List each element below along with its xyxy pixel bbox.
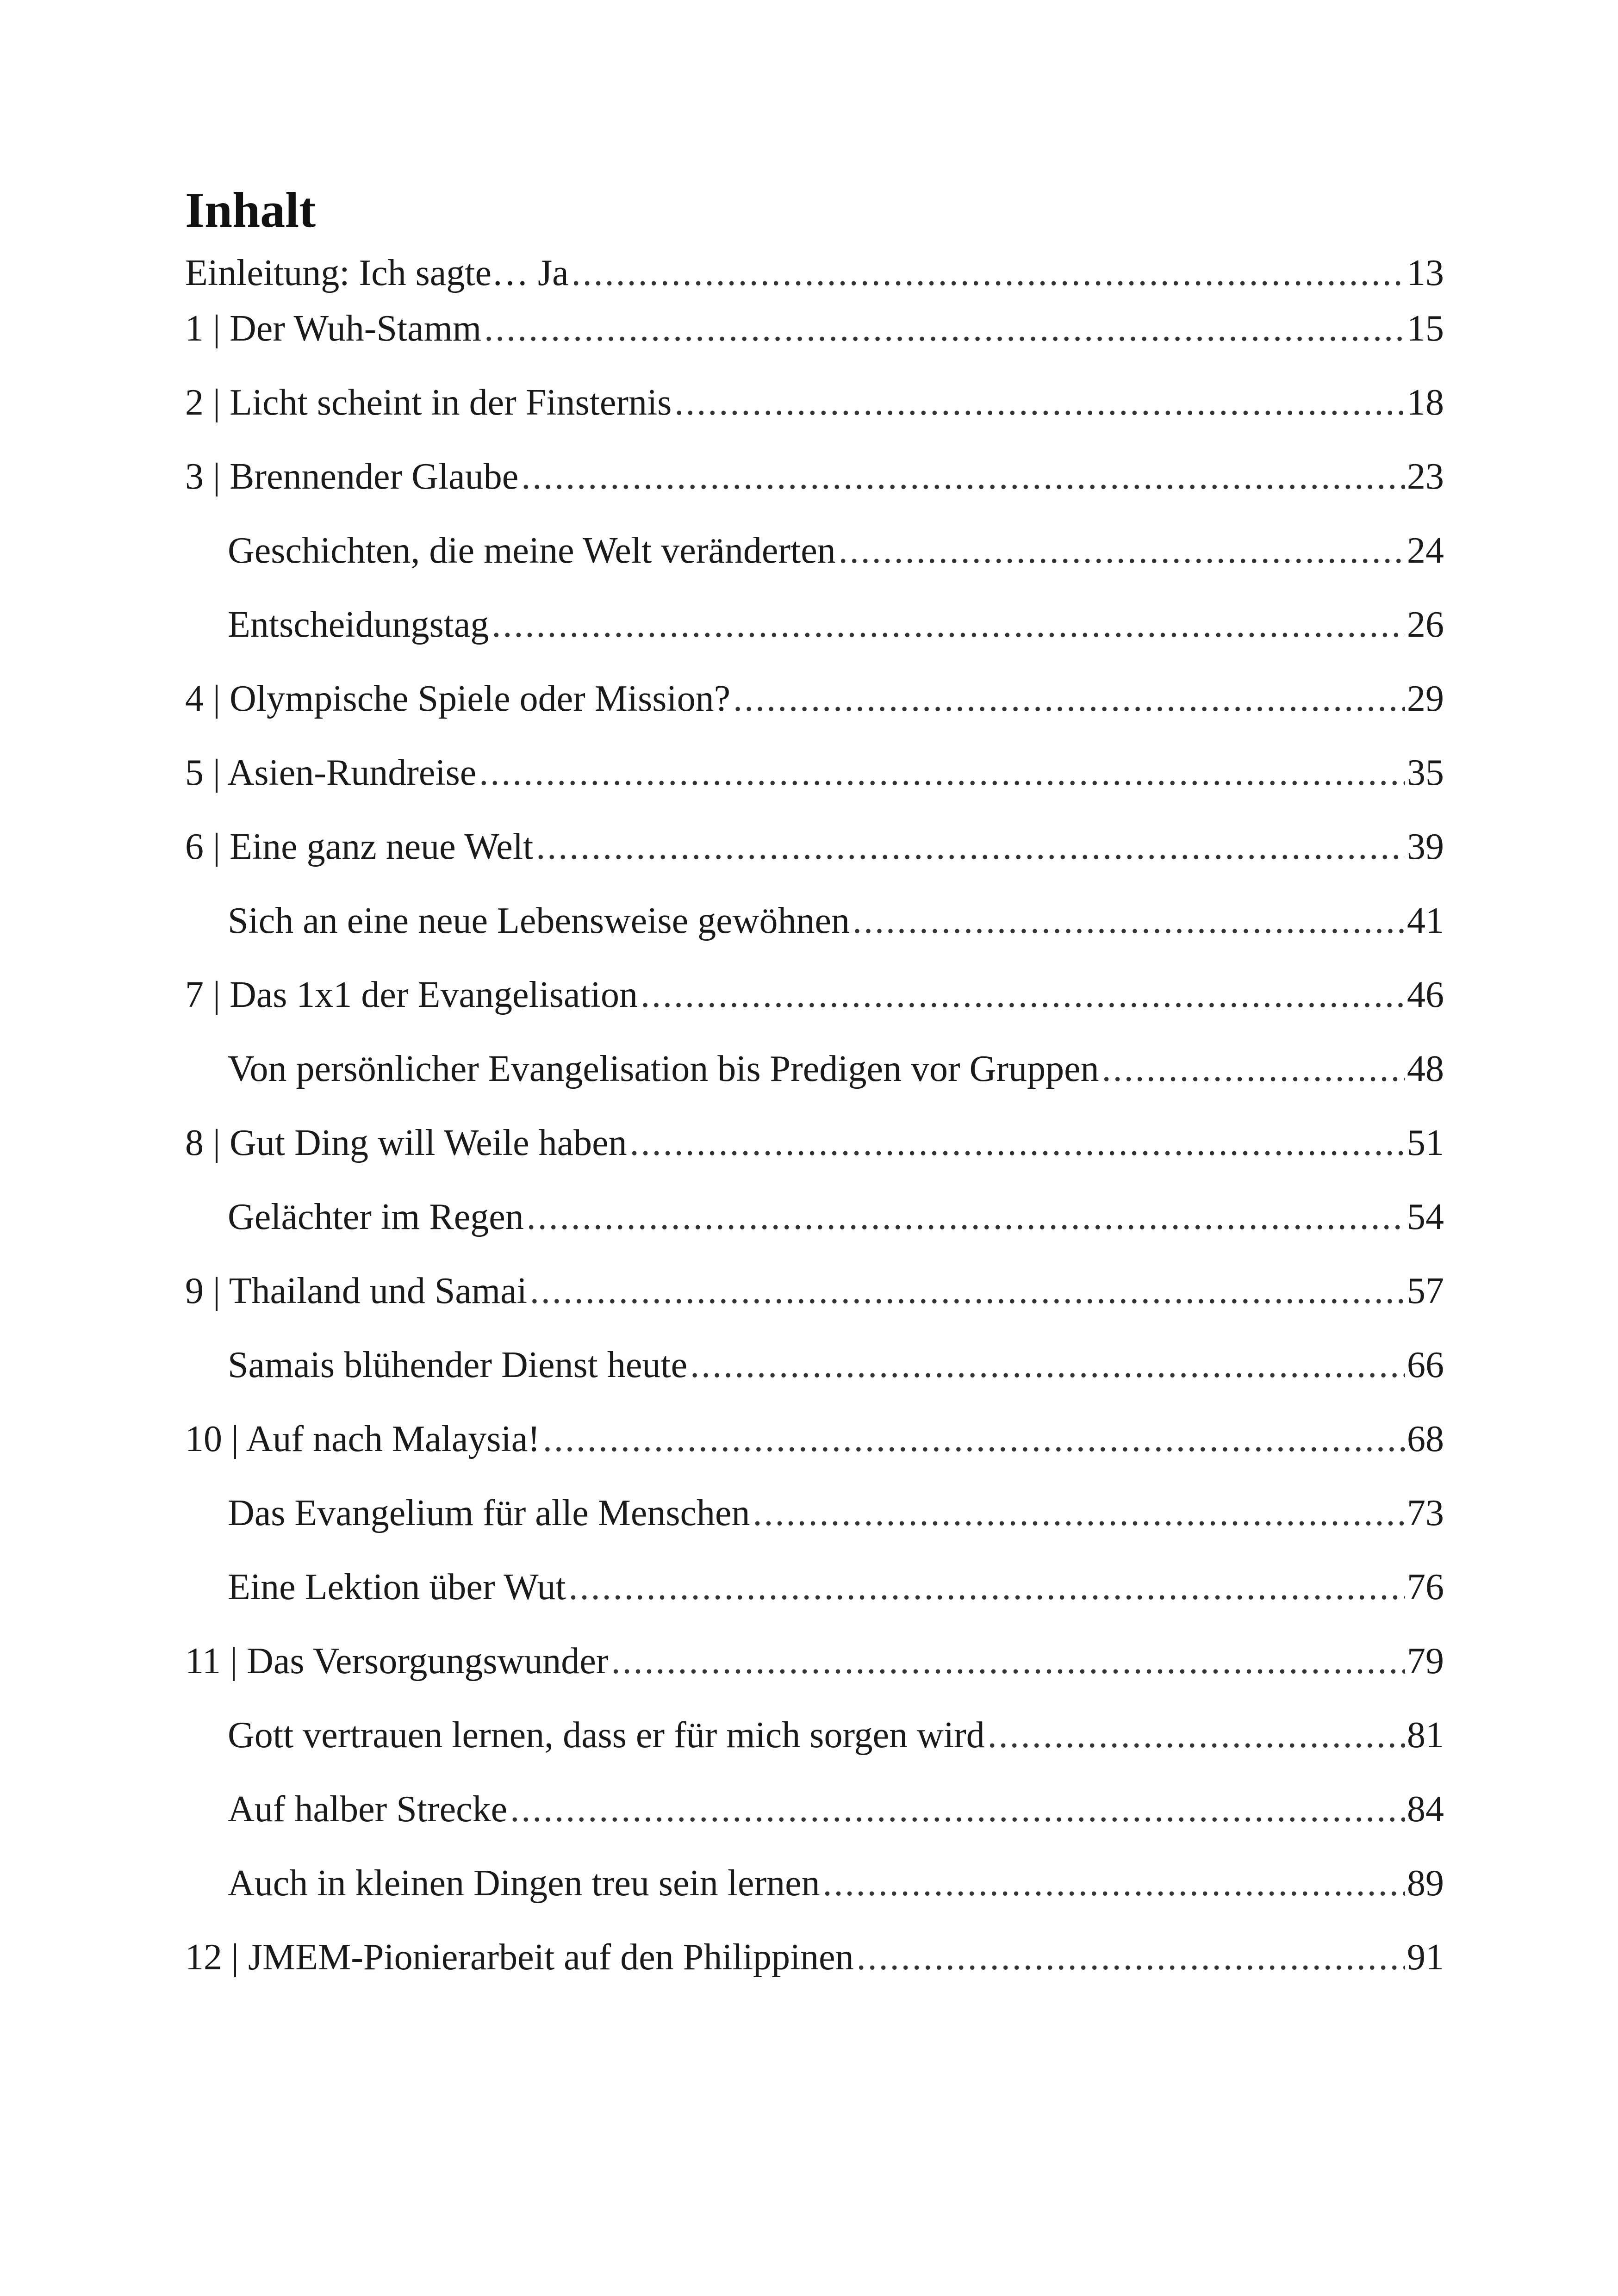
toc-entry[interactable] (185, 750, 1444, 824)
toc-entry-page-number: 73 (1407, 1493, 1444, 1533)
toc-entry-page-number: 66 (1407, 1345, 1444, 1385)
toc-entry-page-number: 91 (1407, 1937, 1444, 1978)
dot-leader (536, 824, 1405, 870)
dot-leader (753, 1490, 1405, 1536)
toc-entry-page-number: 84 (1407, 1789, 1444, 1830)
dot-leader (484, 305, 1405, 352)
dot-leader (733, 676, 1405, 722)
toc-subentry[interactable] (185, 1860, 1444, 1934)
toc-subentry[interactable] (185, 1194, 1444, 1268)
toc-entry-page-number: 23 (1407, 456, 1444, 497)
dot-leader (1102, 1046, 1405, 1092)
toc-entry-page-number: 89 (1407, 1863, 1444, 1904)
toc-entry-page-number: 18 (1407, 382, 1444, 423)
toc-entry-page-number: 57 (1407, 1271, 1444, 1311)
toc-entry-title: 6 | Eine ganz neue Welt (185, 826, 534, 867)
toc-entry-title: Geschichten, die meine Welt veränderten (228, 530, 836, 571)
dot-leader (674, 379, 1405, 426)
toc-entry-title: 4 | Olympische Spiele oder Mission? (185, 678, 731, 719)
toc-entry-page-number: 13 (1407, 253, 1444, 293)
dot-leader (521, 453, 1405, 500)
toc-entry-title: 8 | Gut Ding will Weile haben (185, 1123, 627, 1163)
dot-leader (823, 1860, 1405, 1906)
toc-entry[interactable] (185, 1120, 1444, 1194)
toc-entry[interactable] (185, 453, 1444, 527)
toc-entry[interactable] (185, 676, 1444, 750)
toc-entry-title: Samais blühender Dienst heute (228, 1345, 688, 1385)
toc-entry-page-number: 46 (1407, 974, 1444, 1015)
toc-subentry[interactable] (185, 527, 1444, 602)
toc-entry-page-number: 81 (1407, 1715, 1444, 1756)
toc-entry-title: Auch in kleinen Dingen treu sein lernen (228, 1863, 820, 1904)
toc-subentry[interactable] (185, 1712, 1444, 1786)
toc-subentry[interactable] (185, 1342, 1444, 1416)
toc-entry[interactable] (185, 379, 1444, 453)
toc-entry[interactable] (185, 250, 1444, 305)
toc-entry-page-number: 79 (1407, 1641, 1444, 1682)
dot-leader (572, 250, 1405, 296)
toc-subentry[interactable] (185, 1490, 1444, 1564)
toc-entry-page-number: 29 (1407, 678, 1444, 719)
dot-leader (690, 1342, 1405, 1388)
dot-leader (527, 1194, 1405, 1240)
toc-entry-title: Gelächter im Regen (228, 1197, 524, 1237)
toc-entry-title: Eine Lektion über Wut (228, 1567, 566, 1607)
dot-leader (857, 1934, 1405, 1980)
toc-entry[interactable] (185, 1416, 1444, 1490)
toc-heading: Inhalt (185, 183, 316, 238)
toc-subentry[interactable] (185, 1564, 1444, 1638)
toc-entry-title: 3 | Brennender Glaube (185, 456, 519, 497)
toc-entry-title: Gott vertrauen lernen, dass er für mich sorgen wird (228, 1715, 985, 1756)
toc-entry-title: 9 | Thailand und Samai (185, 1271, 527, 1311)
toc-entry-page-number: 26 (1407, 604, 1444, 645)
toc-entry-title: 11 | Das Versorgungswunder (185, 1641, 609, 1682)
toc-subentry[interactable] (185, 602, 1444, 676)
dot-leader (611, 1638, 1405, 1684)
toc-entry-title: Entscheidungstag (228, 604, 489, 645)
toc-entry-title: 5 | Asien-Rundreise (185, 752, 477, 793)
toc-entry[interactable] (185, 1934, 1444, 2008)
dot-leader (543, 1416, 1405, 1462)
toc-entry-title: Auf halber Strecke (228, 1789, 508, 1830)
toc-entry[interactable] (185, 1638, 1444, 1712)
toc-entry-title: Das Evangelium für alle Menschen (228, 1493, 750, 1533)
toc-entry[interactable] (185, 305, 1444, 379)
dot-leader (510, 1786, 1405, 1832)
toc-subentry[interactable] (185, 1786, 1444, 1860)
toc-entry[interactable] (185, 972, 1444, 1046)
toc-entry-title: Sich an eine neue Lebensweise gewöhnen (228, 900, 850, 941)
dot-leader (853, 898, 1405, 944)
toc-entry-title: Einleitung: Ich sagte… Ja (185, 253, 569, 293)
dot-leader (479, 750, 1405, 796)
toc-entry-page-number: 39 (1407, 826, 1444, 867)
toc-entry-title: Von persönlicher Evangelisation bis Predigen vor Gruppen (228, 1049, 1099, 1089)
toc-entry[interactable] (185, 1268, 1444, 1342)
toc-entry-title: 12 | JMEM-Pionierarbeit auf den Philippinen (185, 1937, 854, 1978)
dot-leader (530, 1268, 1405, 1314)
toc-entry-page-number: 51 (1407, 1123, 1444, 1163)
table-of-contents (185, 180, 1444, 2008)
toc-entry-page-number: 24 (1407, 530, 1444, 571)
toc-entry-page-number: 68 (1407, 1419, 1444, 1459)
toc-entry-page-number: 76 (1407, 1567, 1444, 1607)
toc-entry-page-number: 54 (1407, 1197, 1444, 1237)
toc-entry-page-number: 15 (1407, 308, 1444, 349)
dot-leader (839, 527, 1405, 574)
dot-leader (569, 1564, 1405, 1610)
dot-leader (630, 1120, 1405, 1166)
toc-entry-title: 7 | Das 1x1 der Evangelisation (185, 974, 638, 1015)
toc-list (185, 250, 1444, 2008)
toc-entry-page-number: 35 (1407, 752, 1444, 793)
toc-entry-title: 10 | Auf nach Malaysia! (185, 1419, 540, 1459)
toc-subentry[interactable] (185, 898, 1444, 972)
toc-entry-title: 2 | Licht scheint in der Finsternis (185, 382, 672, 423)
toc-entry-page-number: 48 (1407, 1049, 1444, 1089)
toc-subentry[interactable] (185, 1046, 1444, 1120)
dot-leader (492, 602, 1405, 648)
toc-entry-title: 1 | Der Wuh-Stamm (185, 308, 482, 349)
dot-leader (641, 972, 1405, 1018)
dot-leader (988, 1712, 1405, 1758)
toc-entry[interactable] (185, 824, 1444, 898)
toc-entry-page-number: 41 (1407, 900, 1444, 941)
